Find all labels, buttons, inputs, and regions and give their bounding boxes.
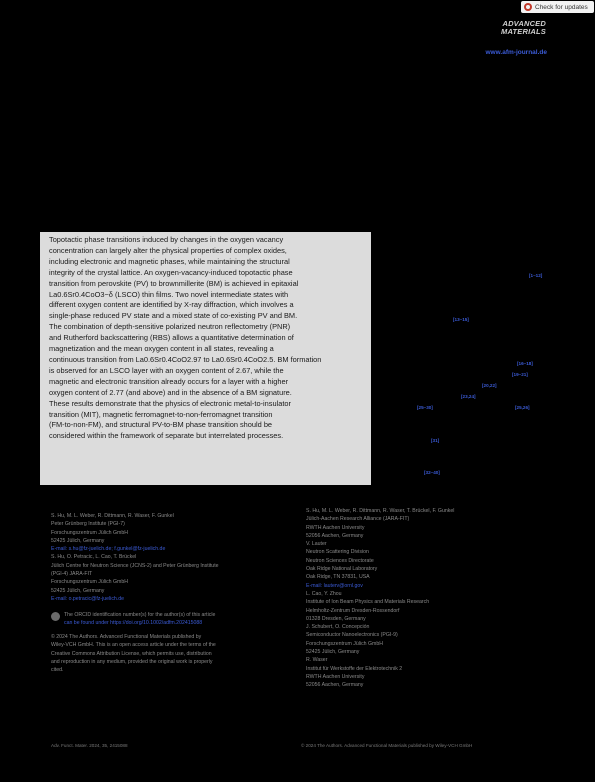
- affiliation-line: 52056 Aachen, Germany: [306, 682, 364, 689]
- crossmark-icon: [524, 3, 532, 11]
- orcid-note: [64, 611, 215, 628]
- reference-link[interactable]: [31]: [431, 438, 440, 443]
- abstract-line: transition (MIT), magnetic ferromagnet-to-non-ferromagnet transition: [49, 409, 273, 419]
- affiliations-left: [51, 512, 219, 603]
- reference-link[interactable]: [20,22]: [482, 383, 497, 388]
- check-for-updates-label: Check for updates: [535, 3, 588, 11]
- license-line: Wiley-VCH GmbH. This is an open access article under the terms of the: [51, 642, 216, 649]
- affiliation-line: Peter Grünberg Institute (PGI-7): [51, 521, 125, 528]
- abstract-line: concentration can largely alter the physical properties of complex oxides,: [49, 245, 287, 255]
- email-link[interactable]: E-mail: o.petracic@fz-juelich.de: [51, 595, 125, 602]
- abstract-line: magnetization and the mean oxygen content in all states, revealing a: [49, 344, 274, 354]
- affiliation-line: S. Hu, M. L. Weber, R. Dittmann, R. Waser, T. Brückel, F. Gunkel: [306, 508, 455, 514]
- affiliation-line: S. Hu, M. L. Weber, R. Dittmann, R. Waser, F. Gunkel: [51, 513, 174, 519]
- orcid-icon: [51, 612, 60, 621]
- reference-link[interactable]: [23,24]: [461, 394, 476, 399]
- affiliation-line: Neutron Sciences Directorate: [306, 557, 374, 564]
- affiliation-line: Oak Ridge, TN 37831, USA: [306, 574, 370, 581]
- reference-link[interactable]: [16–18]: [517, 361, 533, 366]
- affiliation-line: 01328 Dresden, Germany: [306, 615, 366, 622]
- abstract-box: [40, 232, 371, 485]
- logo-line-1: ADVANCED: [502, 19, 546, 28]
- license-line: and reproduction in any medium, provided the original work is properly: [51, 658, 213, 665]
- affiliation-line: Neutron Scattering Division: [306, 549, 369, 556]
- orcid-line: The ORCID identification number(s) for the author(s) of this article: [64, 612, 216, 618]
- affiliation-line: Oak Ridge National Laboratory: [306, 566, 378, 573]
- abstract-line: single-phase reduced PV state and a mixed state of co-existing PV and BM.: [49, 311, 298, 321]
- email-link[interactable]: E-mail: s.hu@fz-juelich.de; f.gunkel@fz-juelich.de: [51, 546, 166, 553]
- doi-link[interactable]: can be found under https://doi.org/10.1002/adfm.202415088: [64, 620, 203, 627]
- affiliation-line: Forschungszentrum Jülich GmbH: [51, 529, 128, 536]
- affiliation-line: Semiconductor Nanoelectronics (PGI-9): [306, 632, 398, 639]
- affiliation-line: Forschungszentrum Jülich GmbH: [306, 640, 383, 647]
- affiliation-line: L. Cao, Y. Zhou: [306, 590, 342, 597]
- affiliation-line: S. Hu, O. Petracic, L. Cao, T. Brückel: [51, 554, 137, 561]
- reference-link[interactable]: [13–15]: [453, 317, 469, 322]
- affiliation-line: V. Lauter: [306, 541, 327, 548]
- affiliation-line: Institute of Ion Beam Physics and Materials Research: [306, 599, 430, 606]
- abstract-line: including electronic and magnetic phases, while maintaining the structural: [49, 256, 290, 266]
- journal-logo: [501, 20, 546, 35]
- license-line: Creative Commons Attribution License, which permits use, distribution: [51, 650, 212, 657]
- affiliation-line: (PGI-4) JARA-FIT: [51, 571, 93, 578]
- abstract-line: (FM-to-non-FM), and structural PV-to-BM phase transition should be: [49, 420, 273, 430]
- reference-link[interactable]: [19–21]: [512, 372, 528, 377]
- abstract-line: Topotactic phase transitions induced by changes in the oxygen vacancy: [49, 235, 284, 244]
- license-line: © 2024 The Authors. Advanced Functional Materials published by: [51, 634, 202, 640]
- abstract-line: La0.6Sr0.4CoO3−δ (LSCO) thin films. Two novel intermediate states with: [49, 289, 289, 299]
- reference-link[interactable]: [1–12]: [529, 273, 543, 278]
- affiliations-right: [306, 507, 454, 690]
- affiliation-line: 52056 Aachen, Germany: [306, 532, 364, 539]
- affiliation-line: 52425 Jülich, Germany: [306, 649, 360, 656]
- reference-link[interactable]: [25,26]: [515, 405, 530, 410]
- abstract-line: considered within the framework of separate but interrelated processes.: [49, 431, 284, 441]
- reference-link[interactable]: [32–40]: [424, 470, 440, 475]
- footer-copyright: © 2024 The Authors. Advanced Functional Materials published by Wiley-VCH GmbH: [301, 743, 473, 748]
- affiliation-line: 52425 Jülich, Germany: [51, 537, 105, 544]
- email-link[interactable]: E-mail: lauterv@ornl.gov: [306, 582, 363, 589]
- affiliation-line: RWTH Aachen University: [306, 673, 365, 680]
- affiliation-line: RWTH Aachen University: [306, 524, 365, 531]
- footer-citation: Adv. Funct. Mater. 2024, 35, 2415088: [51, 743, 128, 748]
- affiliation-line: R. Waser: [306, 657, 328, 664]
- abstract-line: oxygen content of 2.77 (and above) and in the absence of a BM signature.: [49, 387, 292, 397]
- abstract-line: continuous transition from La0.6Sr0.4CoO2.97 to La0.6Sr0.4CoO2.5. BM formation: [49, 354, 322, 364]
- logo-line-2: MATERIALS: [501, 26, 546, 36]
- abstract-line: magnetic and electronic transition already occurs for a layer with a higher: [49, 376, 289, 386]
- abstract-line: These results demonstrate that the physics of electronic metal-to-insulator: [49, 398, 291, 408]
- affiliation-line: Jülich-Aachen Research Alliance (JARA-FIT): [306, 516, 410, 523]
- affiliation-line: J. Schubert, O. Concepción: [306, 624, 370, 631]
- abstract-line: integrity of the crystal lattice. An oxygen-vacancy-induced topotactic phase: [49, 267, 293, 277]
- affiliation-line: Institut für Werkstoffe der Elektrotechnik 2: [306, 665, 403, 672]
- abstract-line: different oxygen content are identified by X-ray diffraction, which involves a: [49, 300, 294, 310]
- license-note: [51, 633, 216, 674]
- abstract-line: The combination of depth-sensitive polarized neutron reflectometry (PNR): [49, 322, 291, 332]
- reference-link[interactable]: [25–30]: [417, 405, 433, 410]
- license-line: cited.: [51, 667, 64, 674]
- abstract-line: and Rutherford backscattering (RBS) allows a quantitative determination of: [49, 333, 294, 343]
- affiliation-line: Helmholtz-Zentrum Dresden-Rossendorf: [306, 607, 400, 614]
- check-for-updates-badge[interactable]: [521, 1, 594, 13]
- journal-url-link[interactable]: www.afm-journal.de: [485, 49, 547, 56]
- abstract-line: is observed for an LSCO layer with an oxygen content of 2.67, while the: [49, 365, 284, 375]
- affiliation-line: Jülich Centre for Neutron Science (JCNS-2) and Peter Grünberg Institute: [51, 562, 219, 569]
- abstract-line: transition from perovskite (PV) to brownmillerite (BM) is achieved in epitaxial: [49, 278, 299, 288]
- affiliation-line: 52425 Jülich, Germany: [51, 587, 105, 594]
- affiliation-line: Forschungszentrum Jülich GmbH: [51, 579, 128, 586]
